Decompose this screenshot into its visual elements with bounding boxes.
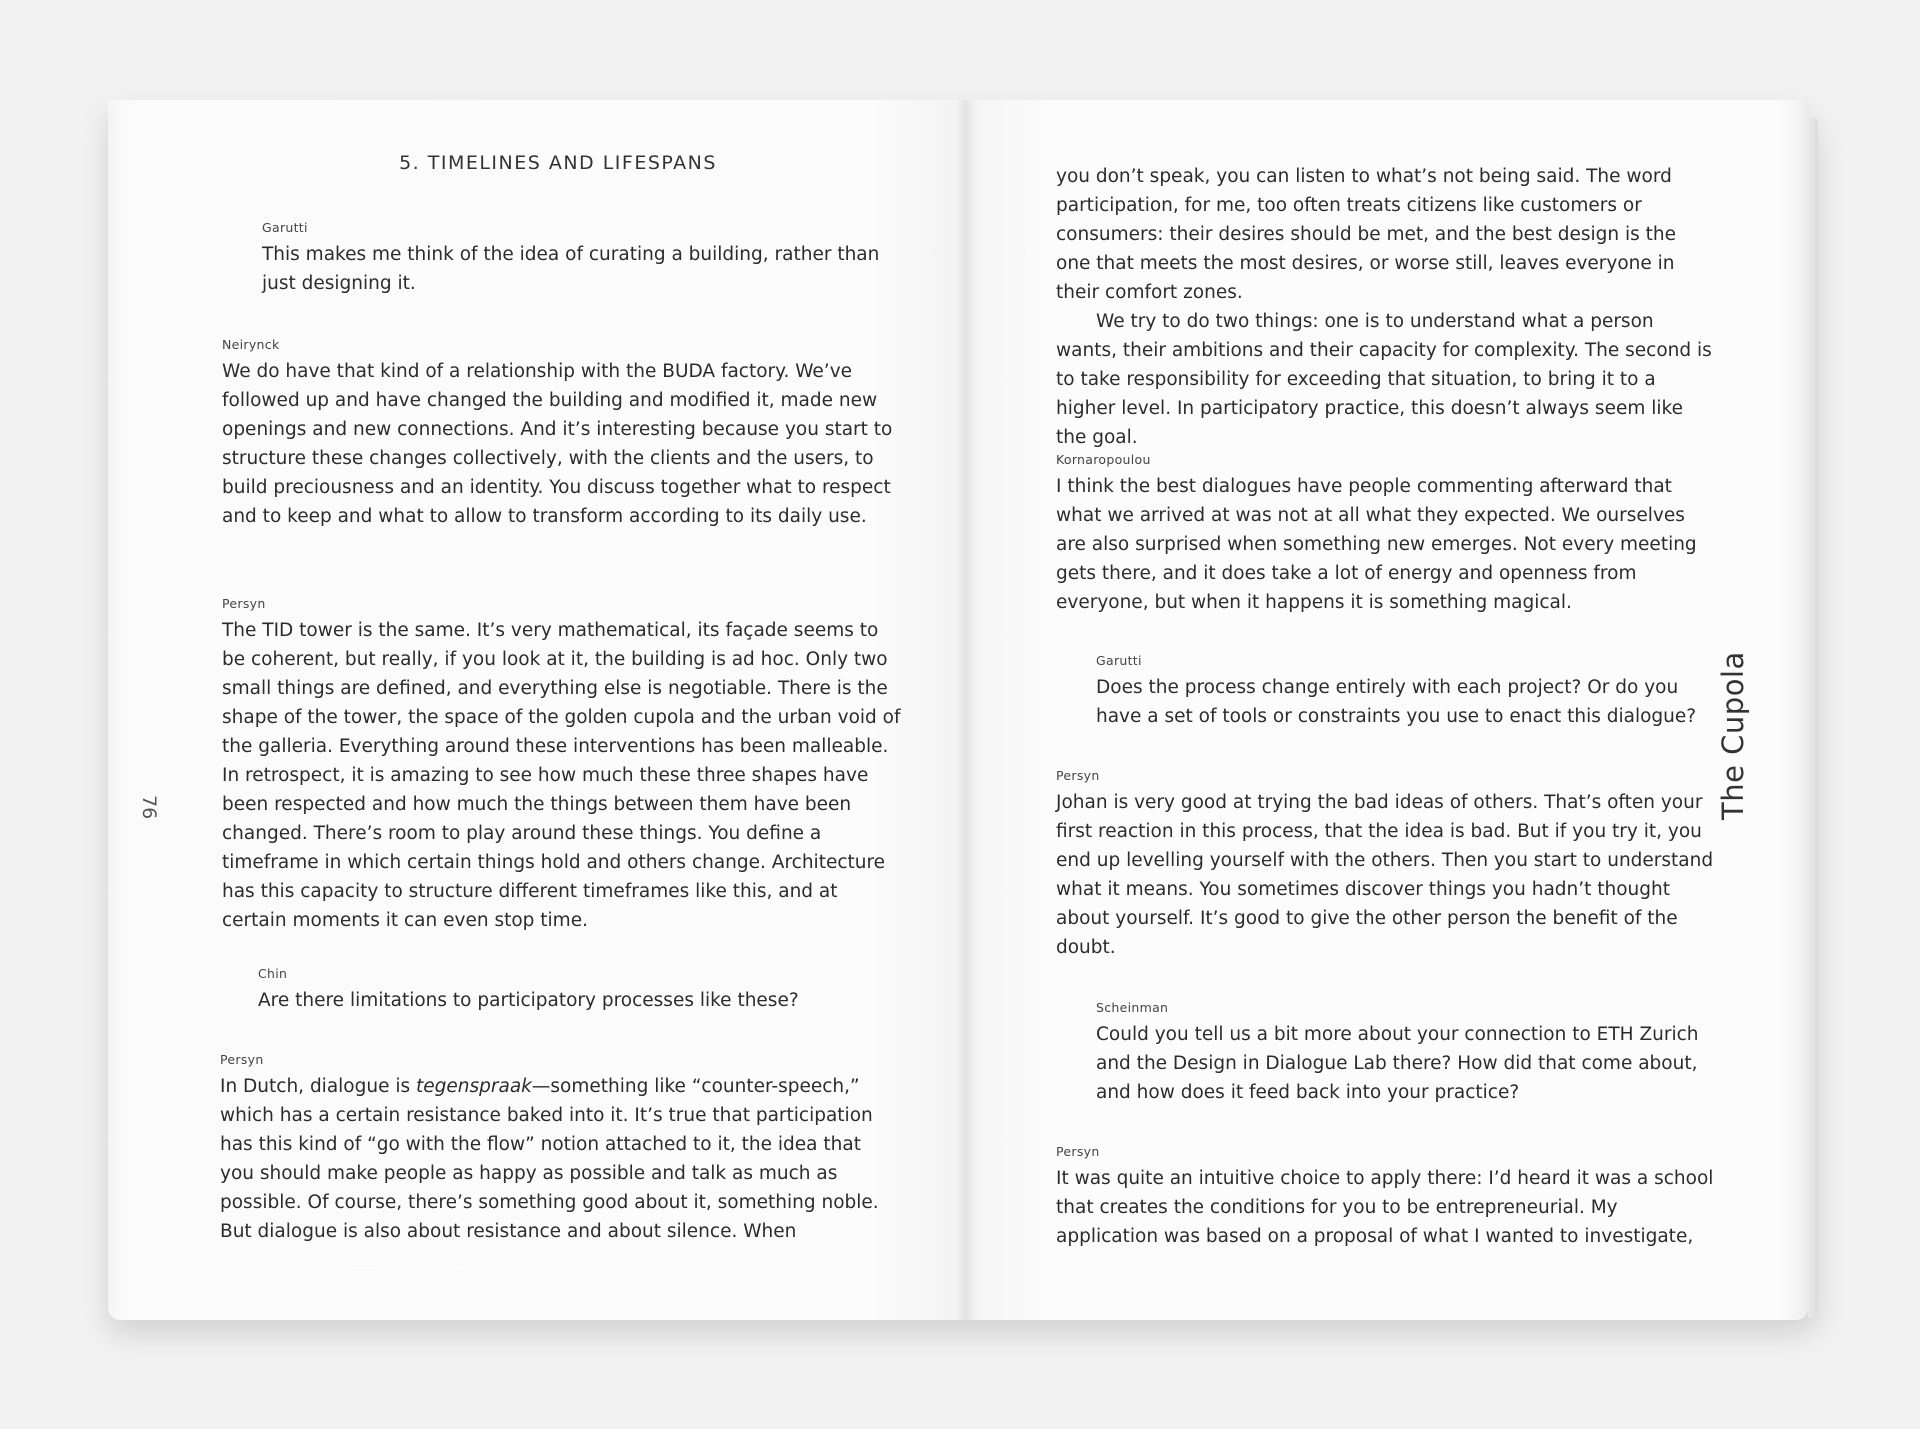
speech-text: you don’t speak, you can listen to what’s not being said. The word participation, for me, too often treats citizens like customers or consumers: their desires should be met, and the best design is the one that meets the most desires, or worse still, leaves everyone in their comfort zones. xyxy=(1056,166,1677,303)
speaker-name: Persyn xyxy=(222,596,266,611)
dialogue-block-kornaropoulou xyxy=(1056,452,1716,617)
dialogue-block-neirynck xyxy=(222,337,902,531)
speech-text: We try to do two things: one is to understand what a person wants, their ambitions and their capacity for complexity. The second is to take responsibility for exceeding that situation, to bring it to a higher level. In participatory practice, this doesn’t always seem like the goal. xyxy=(1056,311,1712,448)
dialogue-block-persyn xyxy=(1056,768,1716,962)
speaker-name: Garutti xyxy=(1096,653,1142,668)
speech-text-rest: —something like “counter-speech,” which has a certain resistance baked into it. It’s true that participation has this kind of “go with the flow” notion attached to it, the idea that you should make people as happy as possible and talk as much as possible. Of course, there’s something good about it, something noble. But dialogue is also about resistance and about silence. When xyxy=(220,1076,879,1242)
speech-text: The TID tower is the same. It’s very mathematical, its façade seems to be coherent, but really, if you look at it, the building is ad hoc. Only two small things are defined, and everything else is negotiable. There is the shape of the tower, the space of the golden cupola and the urban void of the galleria. Everything around these interventions has been malleable. In retrospect, it is amazing to see how much these three shapes have been respected and how much the things between them have been changed. There’s room to play around these things. You define a timeframe in which certain things hold and others change. Architecture has this capacity to structure different timeframes like this, and at certain moments it can even stop time. xyxy=(222,620,901,931)
speaker-name: Scheinman xyxy=(1096,1000,1169,1015)
speech-text: Could you tell us a bit more about your connection to ETH Zurich and the Design in Dialogue Lab there? How did that come about, and how does it feed back into your practice? xyxy=(1096,1024,1699,1103)
dialogue-block-persyn xyxy=(220,1052,900,1246)
speaker-name: Persyn xyxy=(1056,768,1100,783)
speech-text xyxy=(220,1072,900,1246)
continued-text xyxy=(1056,162,1716,452)
speech-text: Johan is very good at trying the bad ideas of others. That’s often your first reaction in this process, that the idea is bad. But if you try it, you end up levelling yourself with the others. Then you start to understand what it means. You sometimes discover things you hadn’t thought about yourself. It’s good to give the other person the benefit of the doubt. xyxy=(1056,792,1714,958)
speech-text: I think the best dialogues have people commenting afterward that what we arrived at was not at all what they expected. We ourselves are also surprised when something new emerges. Not every meeting gets there, and it does take a lot of energy and openness from everyone, but when it happens it is something magical. xyxy=(1056,476,1697,613)
speaker-name: Garutti xyxy=(262,220,308,235)
dialogue-block-garutti xyxy=(1096,653,1716,731)
dialogue-block-garutti xyxy=(262,220,902,298)
speech-text: Does the process change entirely with each project? Or do you have a set of tools or constraints you use to enact this dialogue? xyxy=(1096,677,1697,727)
speech-text: This makes me think of the idea of curating a building, rather than just designing it. xyxy=(262,244,880,294)
speaker-name: Neirynck xyxy=(222,337,280,352)
speaker-name: Persyn xyxy=(1056,1144,1100,1159)
left-page xyxy=(108,100,966,1320)
page-edge xyxy=(1808,118,1818,1318)
open-book xyxy=(108,100,1808,1325)
right-page xyxy=(966,100,1808,1320)
speaker-name: Chin xyxy=(258,966,288,981)
dialogue-block-persyn xyxy=(1056,1144,1716,1251)
running-head: 5. TIMELINES AND LIFESPANS xyxy=(399,152,717,174)
italic-term: tegenspraak xyxy=(416,1076,532,1097)
speech-text: We do have that kind of a relationship with the BUDA factory. We’ve followed up and have changed the building and modified it, made new openings and new connections. And it’s interesting because you start to structure these changes collectively, with the clients and the users, to build preciousness and an identity. You discuss together what to respect and to keep and what to allow to transform according to its daily use. xyxy=(222,361,893,527)
speech-text-lead: In Dutch, dialogue is xyxy=(220,1076,417,1097)
section-title: The Cupola xyxy=(1716,651,1750,820)
speaker-name: Persyn xyxy=(220,1052,264,1067)
dialogue-block-scheinman xyxy=(1096,1000,1716,1107)
page-number: 76 xyxy=(138,795,160,820)
speech-text: It was quite an intuitive choice to apply there: I’d heard it was a school that creates the conditions for you to be entrepreneurial. My application was based on a proposal of what I wanted to investigate, xyxy=(1056,1168,1714,1247)
dialogue-block-persyn xyxy=(222,596,902,935)
speaker-name: Kornaropoulou xyxy=(1056,452,1151,467)
dialogue-block-chin xyxy=(258,966,898,1015)
speech-text: Are there limitations to participatory processes like these? xyxy=(258,990,799,1011)
